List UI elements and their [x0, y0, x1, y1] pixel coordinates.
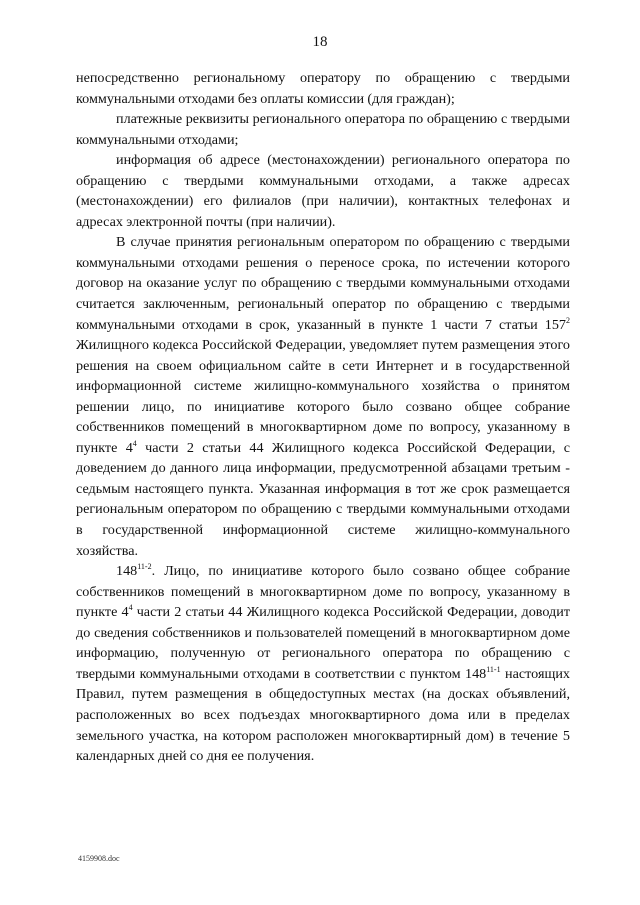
- paragraph-text: настоящих Правил, путем размещения в общедоступных местах (на досках объявлений, расположенных во всех подъездах многоквартирного дома или в пределах земельного участка, на котором расположен многоквартирный дом) в течение 5 календарных дней со дня ее получения.: [76, 665, 570, 765]
- paragraph-text: платежные реквизиты регионального оператора по обращению с твердыми коммунальными отходами;: [76, 111, 570, 148]
- paragraph-text: части 2 статьи 44 Жилищного кодекса Российской Федерации, с доведением до данного лица информации, предусмотренной абзацами третьим - седьмым настоящего пункта. Указанная информация в тот же срок размещается региональным оператором по обращению с твердыми коммунальными отходами в государственной информационной системе жилищно-коммунального хозяйства.: [76, 439, 570, 559]
- paragraph-payment-details: [76, 109, 570, 150]
- page-number: 18: [312, 34, 328, 50]
- paragraph-text: . Лицо, по инициативе которого было созвано общее собрание собственников помещений в многоквартирном доме по вопросу, указанному в пункте 4: [76, 563, 570, 621]
- superscript: 11-1: [486, 664, 501, 674]
- paragraph-text: Жилищного кодекса Российской Федерации, уведомляет путем размещения этого решения на своем официальном сайте в сети Интернет и в государственной информационной системе жилищно-коммунального хозяйства о принятом решении лицо, по инициативе которого было созвано общее собрание собственников помещений в многоквартирном доме по вопросу, указанному в пункте 4: [76, 337, 570, 456]
- superscript: 2: [566, 315, 570, 325]
- footer-document-code: 4159908.doc: [78, 854, 120, 863]
- document-body: [76, 68, 570, 767]
- paragraph-text: В случае принятия региональным оператором по обращению с твердыми коммунальными отходами решения о переносе срока, по истечении которого договор на оказание услуг по обращению с твердыми коммунальными отходами считается заключенным, региональный оператор по обращению с твердыми коммунальными отходами в срок, указанный в пункте 1 части 7 статьи 157: [76, 234, 570, 333]
- paragraph-operator-address: [76, 150, 570, 232]
- clause-number: 148: [116, 563, 138, 580]
- paragraph-text: информация об адресе (местонахождении) регионального оператора по обращению с твердыми коммунальными отходами, а также адресах (местонахождении) его филиалов (при наличии), контактных телефонах и адресах электронной почты (при наличии).: [76, 152, 570, 230]
- superscript: 4: [128, 603, 133, 613]
- paragraph-clause-148-11-2: [76, 561, 570, 766]
- paragraph-deadline-postponement: [76, 232, 570, 561]
- paragraph-text: непосредственно региональному оператору по обращению с твердыми коммунальными отходами без оплаты комиссии (для граждан);: [76, 70, 570, 107]
- paragraph-payment-method: [76, 68, 570, 109]
- superscript: 11-2: [137, 562, 152, 572]
- paragraph-text: части 2 статьи 44 Жилищного кодекса Российской Федерации, доводит до сведения собственников и пользователей помещений в многоквартирном доме информацию, полученную от регионального оператора по обращению с твердыми коммунальными отходами в соответствии с пунктом 148: [76, 604, 570, 682]
- superscript: 4: [132, 438, 137, 448]
